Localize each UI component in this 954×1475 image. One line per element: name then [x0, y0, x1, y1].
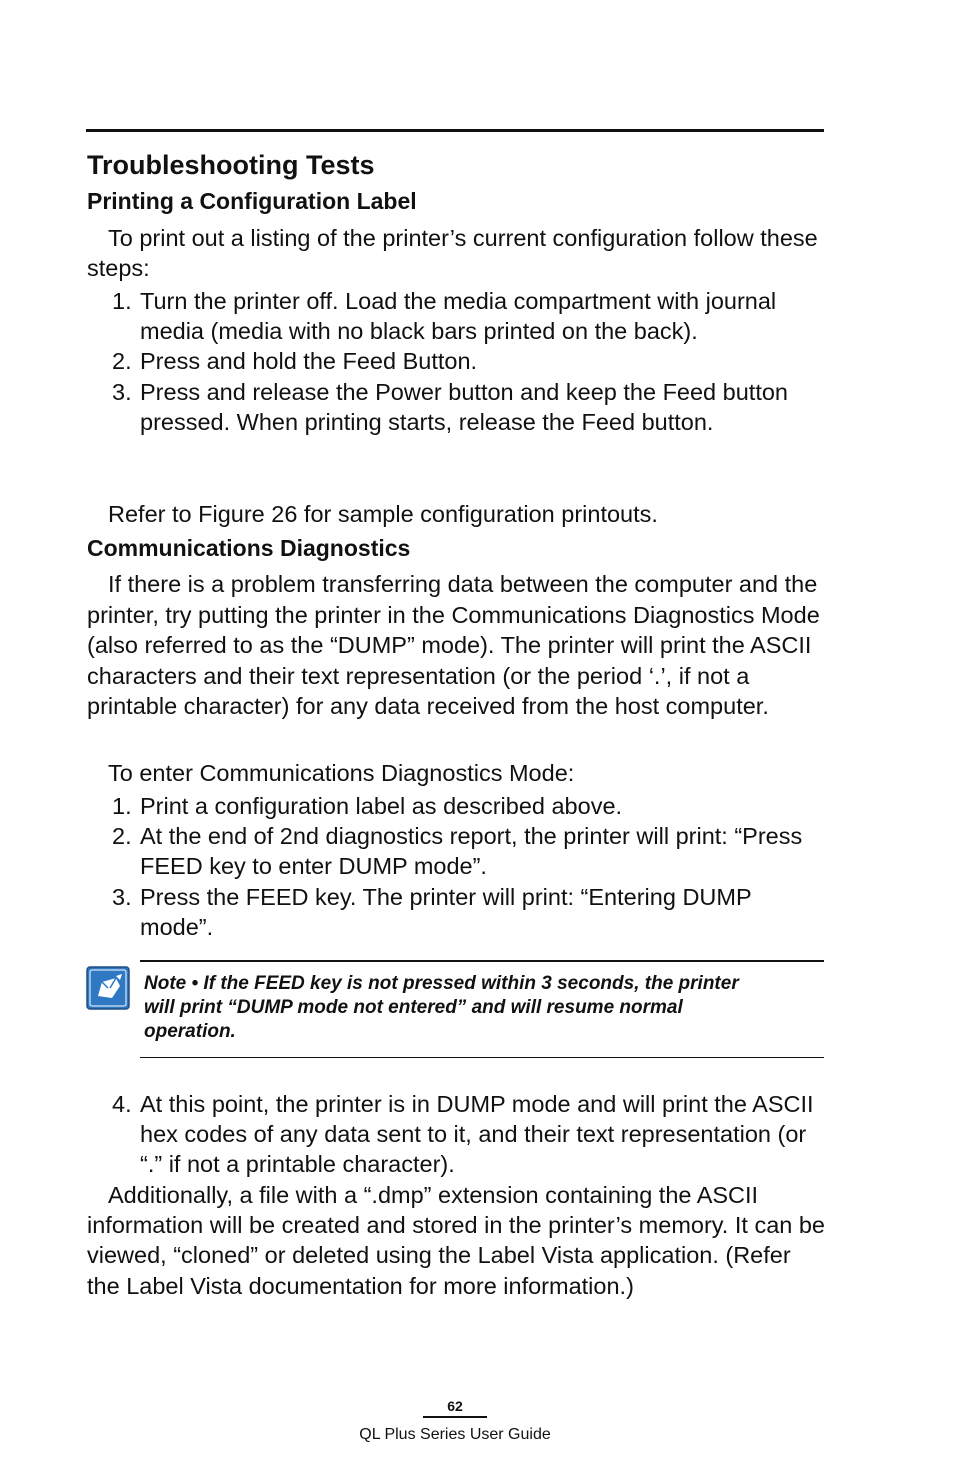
- config-steps-list: [112, 286, 827, 437]
- guide-title: QL Plus Series User Guide: [359, 1426, 551, 1443]
- list-item: [112, 346, 827, 376]
- note-top-rule: [140, 960, 824, 962]
- config-outro: [87, 499, 827, 529]
- step-text: At this point, the printer is in DUMP mode and will print the ASCII hex codes of any data sent to it, and their text representation (or “.” if not a printable character).: [140, 1091, 814, 1178]
- step-number: 1.: [112, 793, 132, 819]
- list-item: [112, 1089, 827, 1180]
- step-text: Press and release the Power button and keep the Feed button pressed. When printing starts, release the Feed button.: [140, 378, 788, 435]
- page-number: 62: [447, 1398, 463, 1414]
- step-text: Press the FEED key. The printer will print: “Entering DUMP mode”.: [140, 883, 752, 940]
- diagnostics-enter: [87, 758, 827, 788]
- additional-text: Additionally, a file with a “.dmp” extension containing the ASCII information will be created and stored in the printer’s memory. It can be viewed, “cloned” or deleted using the Label Vista application. (Refer the Label Vista documentation for more information.): [87, 1182, 826, 1299]
- footer-rule: [423, 1416, 487, 1418]
- step-text: Press and hold the Feed Button.: [140, 348, 478, 375]
- diagnostics-steps-list: [112, 791, 827, 942]
- step-number: 2.: [112, 348, 132, 375]
- list-item: [112, 286, 827, 346]
- step-number: 1.: [112, 288, 132, 314]
- step-number: 4.: [112, 1091, 132, 1117]
- config-intro-text: To print out a listing of the printer’s current configuration follow these steps:: [87, 225, 818, 282]
- step-number: 3.: [112, 883, 132, 910]
- list-item: [112, 791, 827, 821]
- list-item: [112, 882, 827, 942]
- note-text: Note • If the FEED key is not pressed within 3 seconds, the printer will print “DUMP mode not entered” and will resume normal operation.: [144, 973, 739, 1042]
- note-hand-icon: [86, 966, 130, 1010]
- section-title-config-label: Printing a Configuration Label: [87, 188, 417, 214]
- diagnostics-intro-text: If there is a problem transferring data between the computer and the printer, try putting the printer in the Communications Diagnostics Mode (also referred to as the “DUMP” mode). The printer will print the ASCII characters and their text representation (or the period ‘.’, if not a printable character) for any data received from the host computer.: [87, 571, 820, 719]
- section-title-comm-diagnostics: Communications Diagnostics: [87, 535, 411, 561]
- list-item: [112, 821, 827, 881]
- config-outro-text: Refer to Figure 26 for sample configuration printouts.: [108, 501, 658, 527]
- note-bottom-rule: [140, 1057, 824, 1058]
- additional-paragraph: [87, 1180, 827, 1301]
- step-text: At the end of 2nd diagnostics report, the printer will print: “Press FEED key to enter DUMP mode”.: [140, 823, 803, 880]
- diagnostics-intro: [87, 569, 827, 722]
- step-text: Print a configuration label as described above.: [140, 793, 623, 819]
- diagnostics-enter-text: To enter Communications Diagnostics Mode:: [108, 760, 575, 786]
- list-item: [112, 377, 827, 437]
- top-rule: [86, 129, 824, 132]
- step-number: 2.: [112, 823, 132, 850]
- diagnostics-step-4-list: [112, 1089, 827, 1180]
- page-title: Troubleshooting Tests: [87, 150, 375, 180]
- step-number: 3.: [112, 378, 132, 405]
- step-text: Turn the printer off. Load the media compartment with journal media (media with no black bars printed on the back).: [140, 288, 777, 345]
- config-intro: [87, 223, 827, 283]
